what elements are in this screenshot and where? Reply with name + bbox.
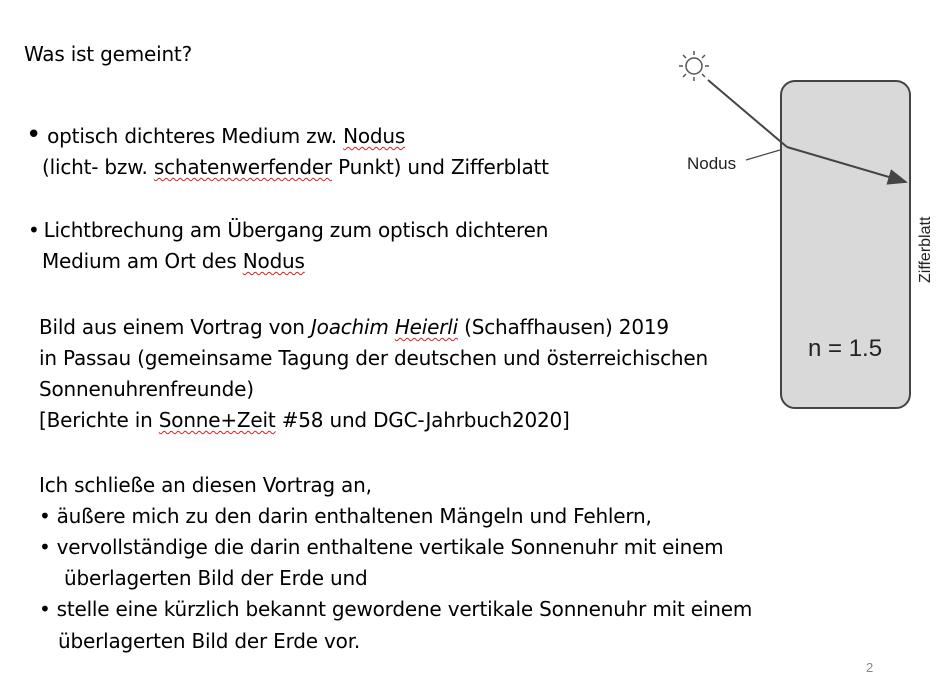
page-number: 2 bbox=[866, 660, 874, 675]
bullet-dot: • bbox=[39, 597, 51, 621]
source-line-4: [Berichte in Sonne+Zeit #58 und DGC-Jahrbuch2020] bbox=[39, 408, 570, 432]
bullet-dot: • bbox=[28, 218, 40, 242]
nodus-pointer bbox=[746, 150, 780, 160]
refractive-index-label: n = 1.5 bbox=[808, 335, 883, 362]
nodus-label: Nodus bbox=[687, 154, 737, 173]
bullet-2-line-1: • Lichtbrechung am Übergang zum optisch dichteren bbox=[28, 218, 549, 242]
list-item-2-cont: überlagerten Bild der Erde und bbox=[64, 566, 368, 590]
intro-line: Ich schließe an diesen Vortrag an, bbox=[39, 473, 372, 497]
list-item-3-cont: überlagerten Bild der Erde vor. bbox=[58, 629, 361, 653]
sun-icon bbox=[679, 51, 709, 81]
list-item-1: • äußere mich zu den darin enthaltenen Mängeln und Fehlern, bbox=[39, 504, 652, 528]
bullet-dot: • bbox=[39, 504, 51, 528]
zifferblatt-label: Zifferblatt bbox=[917, 216, 934, 283]
refraction-diagram bbox=[670, 40, 936, 420]
incoming-ray bbox=[708, 80, 787, 147]
source-line-3: Sonnenuhrenfreunde) bbox=[39, 377, 254, 401]
slide-heading: Was ist gemeint? bbox=[24, 42, 192, 66]
list-item-2: • vervollständige die darin enthaltene vertikale Sonnenuhr mit einem bbox=[39, 535, 724, 559]
bullet-2-line-2: Medium am Ort des Nodus bbox=[42, 249, 305, 273]
bullet-1-line-1: • optisch dichteres Medium zw. Nodus bbox=[26, 120, 406, 150]
source-line-2: in Passau (gemeinsame Tagung der deutschen und österreichischen bbox=[39, 346, 708, 370]
bullet-dot: • bbox=[26, 120, 42, 150]
bullet-dot: • bbox=[39, 535, 51, 559]
source-line-1: Bild aus einem Vortrag von Joachim Heierli (Schaffhausen) 2019 bbox=[39, 315, 669, 339]
bullet-1-line-2: (licht- bzw. schatenwerfender Punkt) und Zifferblatt bbox=[42, 155, 549, 179]
list-item-3: • stelle eine kürzlich bekannt gewordene vertikale Sonnenuhr mit einem bbox=[39, 597, 753, 621]
